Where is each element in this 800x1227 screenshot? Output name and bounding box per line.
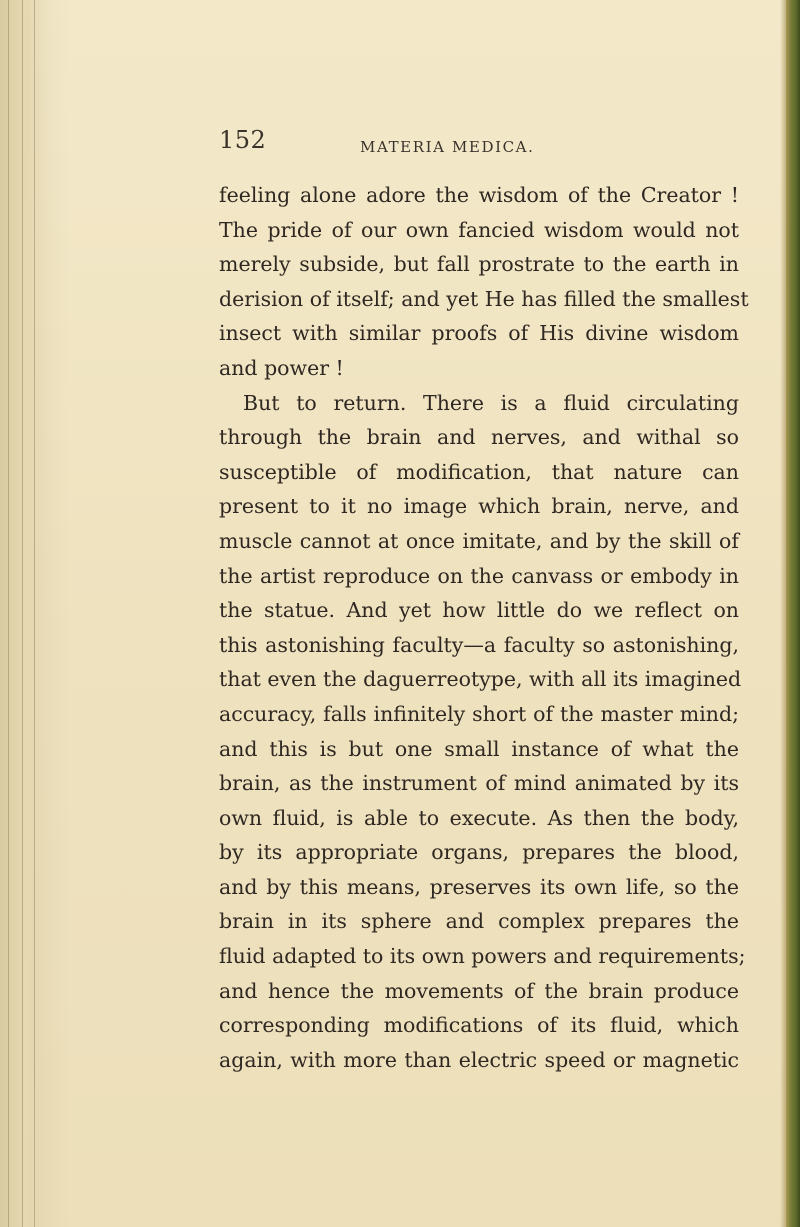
page-number: 152 [219,126,267,154]
text-line: fluid adapted to its own powers and requirements; [219,944,746,969]
text-line: and by this means, preserves its own life, so the [219,874,739,899]
page-edge [786,0,800,1227]
text-line: and this is but one small instance of what the [219,736,739,761]
text-line: again, with more than electric speed or magnetic [219,1047,739,1072]
gutter-shadow-line [22,0,23,1227]
binding-gutter [0,0,48,1227]
text-line: feeling alone adore the wisdom of the Creator ! [219,183,739,207]
gutter-shadow-line [34,0,35,1227]
body-text [219,178,749,1077]
text-line: merely subside, but fall prostrate to the earth in [219,252,739,277]
text-line: that even the daguerreotype, with all its imagined [219,667,742,692]
text-line: the artist reproduce on the canvass or embody in [219,563,739,588]
text-line: brain, as the instrument of mind animated by its [219,771,739,796]
text-line: muscle cannot at once imitate, and by the skill of [219,528,739,553]
text-line: this astonishing faculty—a faculty so astonishing, [219,632,739,657]
text-line: brain in its sphere and complex prepares the [219,909,739,934]
text-line: derision of itself; and yet He has filled the smallest [219,286,749,311]
text-line: corresponding modifications of its fluid, which [219,1013,739,1038]
text-line: own fluid, is able to execute. As then the body, [219,805,739,830]
text-line: through the brain and nerves, and withal so [219,425,739,450]
text-line: insect with similar proofs of His divine wisdom [219,321,739,346]
running-head: MATERIA MEDICA. [360,138,535,156]
text-line: accuracy, falls infinitely short of the master mind; [219,701,739,726]
page-header [219,126,739,166]
text-line: by its appropriate organs, prepares the blood, [219,840,739,865]
text-line: The pride of our own fancied wisdom would not [219,217,739,242]
text-line: and power ! [219,355,344,380]
text-line: susceptible of modification, that nature can [219,459,739,484]
text-line: and hence the movements of the brain produce [219,978,739,1003]
text-line: the statue. And yet how little do we reflect on [219,598,739,623]
text-line: But to return. There is a fluid circulating [243,390,739,415]
text-line: present to it no image which brain, nerve, and [219,494,739,519]
gutter-shadow-line [8,0,9,1227]
